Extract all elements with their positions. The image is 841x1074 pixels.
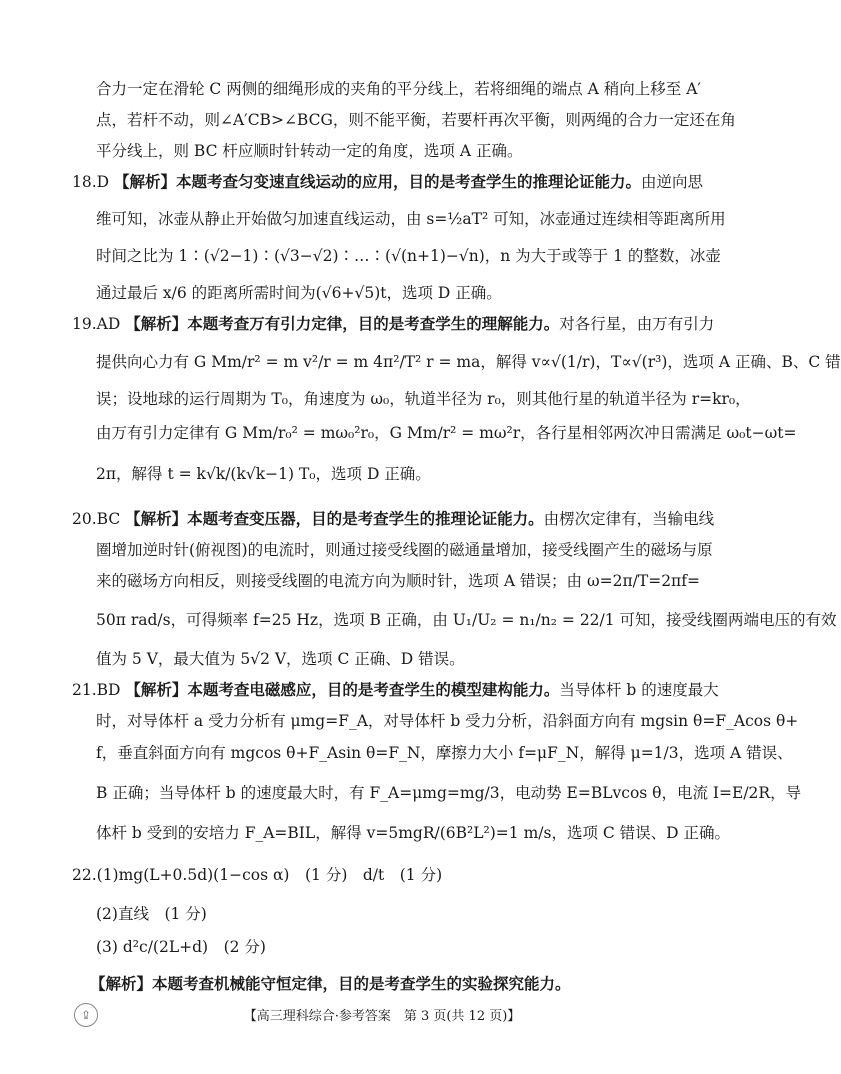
- text-line: (3) d²c/(2L+d) (2 分): [96, 938, 266, 956]
- text-line: 由万有引力定律有 G Mm/r₀² = mω₀²r₀，G Mm/r² = mω²r，各行星相邻两次冲日需满足 ω₀t−ωt=: [96, 424, 797, 442]
- text-fragment: 由楞次定律有，当输电线: [543, 510, 715, 528]
- question-number: 19.AD: [72, 315, 121, 333]
- analysis-heading: 【解析】本题考查机械能守恒定律，目的是考查学生的实验探究能力。: [90, 974, 571, 993]
- text-line: 点，若杆不动，则∠A′CB>∠BCG，则不能平衡，若要杆再次平衡，则两绳的合力一定还在角: [96, 111, 736, 129]
- text-line: f，垂直斜面方向有 mgcos θ+F_Asin θ=F_N，摩擦力大小 f=μF_N，解得 μ=1/3，选项 A 错误、: [96, 744, 793, 762]
- text-line: 合力一定在滑轮 C 两侧的细绳形成的夹角的平分线上，若将细绳的端点 A 稍向上移至 A′: [96, 80, 701, 98]
- text-line: 平分线上，则 BC 杆应顺时针转动一定的角度，选项 A 正确。: [96, 142, 523, 160]
- text-line: 值为 5 V，最大值为 5√2 V，选项 C 正确、D 错误。: [96, 650, 465, 668]
- question-number: 20.BC: [72, 510, 121, 528]
- text-line: 体杆 b 受到的安培力 F_A=BIL，解得 v=5mgR/(6B²L²)=1 m/s，选项 C 错误、D 正确。: [96, 824, 731, 842]
- text-line: (2)直线 (1 分): [96, 905, 207, 923]
- text-fragment: 对各行星，由万有引力: [559, 315, 715, 333]
- text-line: 时，对导体杆 a 受力分析有 μmg=F_A，对导体杆 b 受力分析，沿斜面方向有 mgsin θ=F_Acos θ+: [96, 712, 799, 730]
- text-fragment: 由逆向思: [641, 173, 704, 191]
- text-line: B 正确；当导体杆 b 的速度最大时，有 F_A=μmg=mg/3，电动势 E=BLvcos θ，电流 I=E/2R，导: [96, 784, 802, 802]
- text-line: 通过最后 x/6 的距离所需时间为(√6+√5)t，选项 D 正确。: [96, 284, 502, 302]
- question-18-header: [72, 173, 704, 192]
- text-line: 维可知，冰壶从静止开始做匀加速直线运动，由 s=½aT² 可知，冰壶通过连续相等距离所用: [96, 210, 726, 228]
- analysis-heading: 【解析】本题考查变压器，目的是考查学生的推理论证能力。: [125, 509, 544, 528]
- question-19-header: [72, 314, 715, 334]
- text-line: 误；设地球的运行周期为 T₀，角速度为 ω₀，轨道半径为 r₀，则其他行星的轨道半径为 r=kr₀，: [96, 390, 751, 408]
- question-number: 21.BD: [72, 681, 121, 699]
- text-line: 时间之比为 1∶(√2−1)∶(√3−√2)∶…∶(√(n+1)−√n)，n 为大于或等于 1 的整数，冰壶: [96, 247, 721, 265]
- text-line: 2π，解得 t = k√k/(k√k−1) T₀，选项 D 正确。: [96, 465, 431, 483]
- text-line: 22.(1)mg(L+0.5d)(1−cos α) (1 分) d/t (1 分): [72, 866, 443, 884]
- page-footer: 【高三理科综合·参考答案 第 3 页(共 12 页)】: [243, 1009, 521, 1024]
- question-number: 18.D: [72, 173, 110, 191]
- text-line: 提供向心力有 G Mm/r² = m v²/r = m 4π²/T² r = ma，解得 v∝√(1/r)，T∝√(r³)，选项 A 正确、B、C 错: [96, 353, 841, 371]
- analysis-heading: 【解析】本题考查电磁感应，目的是考查学生的模型建构能力。: [125, 680, 560, 699]
- cloud-upload-icon: ⇪: [74, 1003, 98, 1027]
- analysis-heading: 【解析】本题考查匀变速直线运动的应用，目的是考查学生的推理论证能力。: [114, 172, 642, 191]
- text-line: 来的磁场方向相反，则接受线圈的电流方向为顺时针，选项 A 错误；由 ω=2π/T=2πf=: [96, 572, 700, 590]
- question-21-header: [72, 680, 719, 700]
- analysis-heading: 【解析】本题考查万有引力定律，目的是考查学生的理解能力。: [125, 314, 560, 333]
- question-20-header: [72, 509, 715, 529]
- text-line: 圈增加逆时针(俯视图)的电流时，则通过接受线圈的磁通量增加，接受线圈产生的磁场与原: [96, 541, 713, 559]
- text-line: 50π rad/s，可得频率 f=25 Hz，选项 B 正确，由 U₁/U₂ = n₁/n₂ = 22/1 可知，接受线圈两端电压的有效: [96, 611, 837, 629]
- text-fragment: 当导体杆 b 的速度最大: [559, 681, 719, 699]
